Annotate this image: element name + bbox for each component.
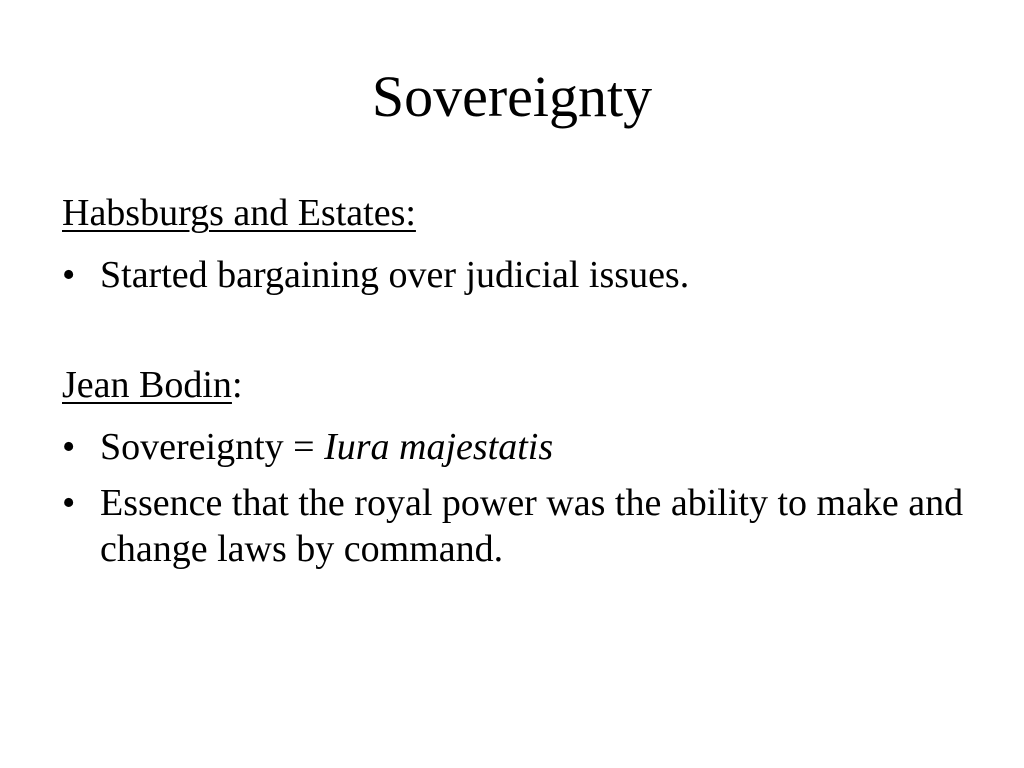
bullet-item bbox=[62, 252, 982, 298]
bullet-item bbox=[62, 480, 982, 572]
section-heading-habsburgs bbox=[62, 190, 982, 242]
bullet-icon: • bbox=[62, 254, 76, 296]
bullet-text: Essence that the royal power was the ability to make and change laws by command. bbox=[100, 482, 964, 570]
slide-title: Sovereignty bbox=[371, 64, 653, 129]
bullet-icon: • bbox=[62, 426, 76, 468]
slide-body bbox=[62, 190, 982, 572]
section-spacer bbox=[62, 298, 982, 362]
bullet-icon: • bbox=[62, 482, 76, 524]
section-heading-colon: : bbox=[231, 364, 243, 406]
bullet-italic-term: Iura majestatis bbox=[324, 426, 554, 468]
bullet-item bbox=[62, 424, 982, 470]
bullet-text: Sovereignty = bbox=[100, 426, 325, 468]
section-heading-text: Habsburgs and Estates: bbox=[62, 192, 416, 234]
section-heading-text: Jean Bodin bbox=[62, 364, 232, 406]
bullet-text: Started bargaining over judicial issues. bbox=[100, 254, 690, 296]
section-heading-bodin bbox=[62, 362, 982, 414]
